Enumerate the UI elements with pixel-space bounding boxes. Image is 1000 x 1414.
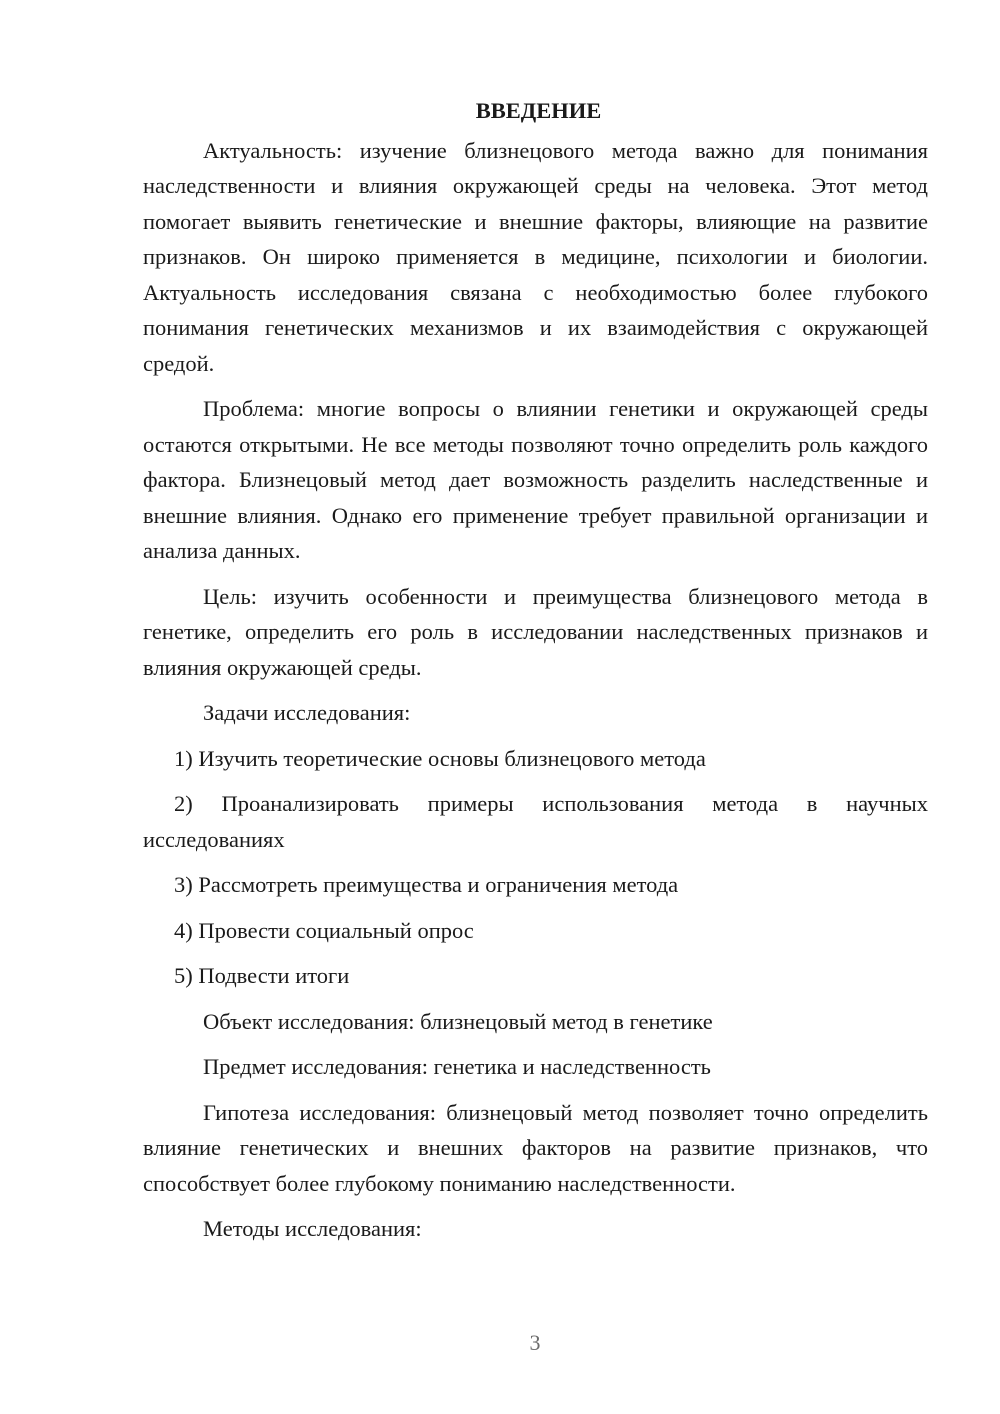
page-number: 3	[529, 1330, 541, 1355]
task-item-4: 4) Провести социальный опрос	[174, 917, 474, 943]
subject-paragraph: Предмет исследования: генетика и наследственность	[203, 1054, 711, 1079]
page-title: ВВЕДЕНИЕ	[475, 98, 602, 123]
object-paragraph: Объект исследования: близнецовый метод в генетике	[203, 1008, 713, 1034]
task-item-2: 2) Проанализировать примеры использования метода в научных исследованиях	[143, 791, 928, 852]
relevance-paragraph: Актуальность: изучение близнецового метода важно для понимания наследственности и влияния окружающей среды на человека. Этот метод помогает выявить генетические и внешние факторы, влияющие на развитие признаков. Он широко применяется в медицине, психологии и биологии. Актуальность исследования связана с необходимостью более глубокого понимания генетических механизмов и их взаимодействия с окружающей средой.	[143, 137, 928, 376]
task-item-1: 1) Изучить теоретические основы близнецового метода	[174, 745, 706, 771]
task-item-5: 5) Подвести итоги	[174, 963, 350, 988]
tasks-title: Задачи исследования:	[203, 700, 411, 725]
goal-paragraph: Цель: изучить особенности и преимущества близнецового метода в генетике, определить его роль в исследовании наследственных признаков и влияния окружающей среды.	[143, 583, 928, 680]
hypothesis-paragraph: Гипотеза исследования: близнецовый метод позволяет точно определить влияние генетических и внешних факторов на развитие признаков, что способствует более глубокому пониманию наследственности.	[143, 1099, 928, 1196]
task-item-3: 3) Рассмотреть преимущества и ограничения метода	[174, 872, 679, 897]
methods-title: Методы исследования:	[203, 1216, 422, 1241]
document-page	[143, 93, 928, 1257]
problem-paragraph: Проблема: многие вопросы о влиянии генетики и окружающей среды остаются открытыми. Не все методы позволяют точно определить роль каждого фактора. Близнецовый метод дает возможность разделить наследственные и внешние влияния. Однако его применение требует правильной организации и анализа данных.	[143, 396, 928, 563]
